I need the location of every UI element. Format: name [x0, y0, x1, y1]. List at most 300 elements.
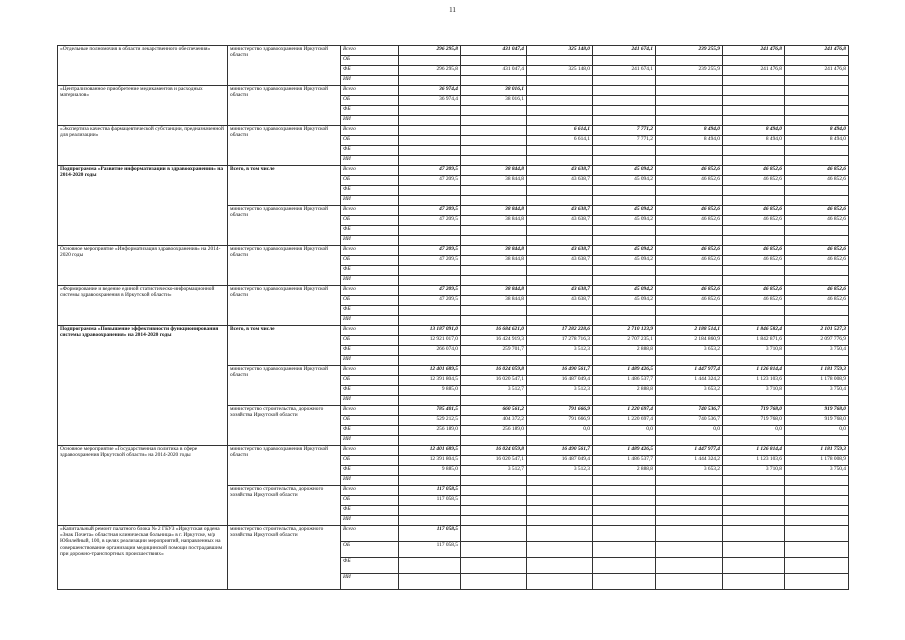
amount-cell	[461, 436, 527, 446]
amount-cell	[399, 436, 461, 446]
amount-cell: 239 255,9	[656, 46, 723, 56]
amount-cell	[656, 146, 723, 156]
amount-cell: 1 444 324,2	[656, 376, 723, 386]
amount-cell: 2 888,8	[593, 346, 656, 356]
amount-cell: 43 638,7	[527, 256, 593, 266]
amount-cell: 16 024 059,8	[461, 446, 527, 456]
amount-cell: 785 401,5	[399, 406, 461, 416]
amount-cell	[527, 574, 593, 590]
amount-cell	[723, 436, 785, 446]
amount-cell	[461, 106, 527, 116]
amount-cell: 3 512,7	[461, 466, 527, 476]
amount-cell	[399, 186, 461, 196]
amount-cell	[399, 396, 461, 406]
amount-cell: 3 750,4	[785, 386, 849, 396]
amount-cell	[593, 106, 656, 116]
amount-cell	[461, 146, 527, 156]
amount-cell: 17 278 716,3	[527, 336, 593, 346]
amount-cell: 431 047,4	[461, 66, 527, 76]
amount-cell	[461, 196, 527, 206]
amount-cell	[593, 396, 656, 406]
measure-name-cell: «Капитальный ремонт палатного блока № 2 ГБУЗ «Иркутская ордена «Знак Почета» областная клиническая больница» в г. Иркутске, м/р Юбилейный, 100, в целях реализации мероприятий, направленных на совершенствование организации медицинской помощи пострадавшим при дорожно-транспортных происшествиях»	[58, 526, 228, 590]
amount-cell: 46 852,6	[785, 296, 849, 306]
amount-cell: 6 614,1	[527, 136, 593, 146]
amount-cell	[723, 86, 785, 96]
funding-source-cell: ИИ	[341, 316, 399, 326]
amount-cell	[399, 558, 461, 574]
amount-cell: 47 209,5	[399, 166, 461, 176]
amount-cell	[461, 526, 527, 542]
amount-cell	[593, 542, 656, 558]
amount-cell: 266 074,0	[399, 346, 461, 356]
amount-cell	[461, 356, 527, 366]
amount-cell	[593, 226, 656, 236]
amount-cell: 241 476,8	[785, 66, 849, 76]
funding-source-cell: Всего	[341, 46, 399, 56]
funding-source-cell: ИИ	[341, 116, 399, 126]
amount-cell: 47 209,5	[399, 246, 461, 256]
amount-cell	[723, 356, 785, 366]
amount-cell	[593, 96, 656, 106]
amount-cell	[527, 96, 593, 106]
amount-cell: 8 494,0	[785, 126, 849, 136]
amount-cell: 1 181 759,3	[785, 446, 849, 456]
amount-cell: 1 220 697,4	[593, 416, 656, 426]
table-row	[58, 446, 849, 456]
amount-cell	[399, 356, 461, 366]
amount-cell	[399, 506, 461, 516]
amount-cell	[656, 316, 723, 326]
amount-cell	[461, 316, 527, 326]
amount-cell: 13 187 091,0	[399, 326, 461, 336]
amount-cell: 1 126 814,4	[723, 366, 785, 376]
funding-source-cell: ОБ	[341, 136, 399, 146]
amount-cell: 46 852,6	[785, 166, 849, 176]
amount-cell: 1 181 759,3	[785, 366, 849, 376]
amount-cell: 660 561,2	[461, 406, 527, 416]
amount-cell	[527, 56, 593, 66]
amount-cell: 1 846 582,4	[723, 326, 785, 336]
amount-cell: 9 885,0	[399, 386, 461, 396]
amount-cell	[527, 196, 593, 206]
amount-cell	[785, 106, 849, 116]
amount-cell: 2 888,8	[593, 466, 656, 476]
funding-source-cell: ОБ	[341, 256, 399, 266]
amount-cell: 404 372,2	[461, 416, 527, 426]
amount-cell: 2 184 860,9	[656, 336, 723, 346]
amount-cell: 3 512,3	[527, 346, 593, 356]
funding-source-cell: ИИ	[341, 574, 399, 590]
funding-source-cell: Всего	[341, 86, 399, 96]
amount-cell	[785, 526, 849, 542]
amount-cell: 46 852,6	[723, 296, 785, 306]
amount-cell: 43 638,7	[527, 246, 593, 256]
amount-cell: 3 512,7	[461, 386, 527, 396]
funding-source-cell: ОБ	[341, 542, 399, 558]
amount-cell	[527, 506, 593, 516]
amount-cell: 43 638,7	[527, 166, 593, 176]
funding-source-cell: ИИ	[341, 236, 399, 246]
amount-cell	[656, 476, 723, 486]
amount-cell: 1 489 426,5	[593, 366, 656, 376]
amount-cell: 3 512,3	[527, 386, 593, 396]
amount-cell: 2 188 514,1	[656, 326, 723, 336]
amount-cell	[656, 56, 723, 66]
amount-cell	[399, 516, 461, 526]
amount-cell	[785, 236, 849, 246]
amount-cell	[723, 486, 785, 496]
amount-cell: 241 674,1	[593, 46, 656, 56]
amount-cell	[593, 436, 656, 446]
amount-cell: 0,0	[656, 426, 723, 436]
amount-cell: 740 536,7	[656, 406, 723, 416]
executor-cell: министерство здравоохранения Иркутской области	[228, 286, 341, 326]
amount-cell: 16 487 049,4	[527, 376, 593, 386]
amount-cell	[399, 56, 461, 66]
amount-cell: 2 097 776,9	[785, 336, 849, 346]
measure-name-cell: «Формирование и ведение единой статистическо-информационной системы здравоохранения в Иркутской области»	[58, 286, 228, 326]
executor-cell: министерство строительства, дорожного хозяйства Иркутской области	[228, 486, 341, 526]
amount-cell	[593, 526, 656, 542]
amount-cell: 3 653,2	[656, 466, 723, 476]
amount-cell	[527, 236, 593, 246]
amount-cell	[785, 574, 849, 590]
amount-cell	[527, 226, 593, 236]
amount-cell	[527, 266, 593, 276]
amount-cell	[593, 156, 656, 166]
amount-cell: 1 178 008,9	[785, 376, 849, 386]
amount-cell	[461, 558, 527, 574]
amount-cell	[656, 542, 723, 558]
amount-cell	[723, 56, 785, 66]
amount-cell: 16 024 059,8	[461, 366, 527, 376]
table-row	[58, 166, 849, 176]
amount-cell: 38 844,8	[461, 176, 527, 186]
amount-cell	[461, 76, 527, 86]
executor-cell: министерство здравоохранения Иркутской области	[228, 446, 341, 486]
amount-cell	[656, 96, 723, 106]
funding-source-cell: Всего	[341, 206, 399, 216]
amount-cell: 46 852,6	[723, 256, 785, 266]
amount-cell: 3 750,4	[785, 346, 849, 356]
amount-cell	[785, 96, 849, 106]
amount-cell: 241 476,8	[723, 46, 785, 56]
amount-cell: 1 486 537,7	[593, 376, 656, 386]
amount-cell: 719 768,0	[723, 416, 785, 426]
amount-cell: 38 844,8	[461, 296, 527, 306]
amount-cell	[399, 136, 461, 146]
funding-source-cell: ОБ	[341, 56, 399, 66]
funding-source-cell: Всего	[341, 486, 399, 496]
amount-cell: 45 094,2	[593, 176, 656, 186]
amount-cell	[461, 542, 527, 558]
funding-source-cell: ОБ	[341, 176, 399, 186]
amount-cell	[527, 146, 593, 156]
amount-cell: 46 852,6	[656, 246, 723, 256]
amount-cell	[656, 266, 723, 276]
amount-cell	[593, 506, 656, 516]
amount-cell: 45 094,2	[593, 286, 656, 296]
amount-cell: 43 638,7	[527, 176, 593, 186]
amount-cell	[723, 558, 785, 574]
amount-cell: 43 638,7	[527, 296, 593, 306]
amount-cell	[593, 186, 656, 196]
amount-cell: 46 852,6	[723, 286, 785, 296]
amount-cell	[656, 496, 723, 506]
amount-cell: 1 444 324,2	[656, 456, 723, 466]
amount-cell	[785, 516, 849, 526]
funding-source-cell: Всего	[341, 406, 399, 416]
funding-source-cell: ИИ	[341, 76, 399, 86]
amount-cell	[461, 486, 527, 496]
funding-source-cell: ИИ	[341, 436, 399, 446]
page-number: 11	[449, 6, 456, 14]
amount-cell	[723, 96, 785, 106]
amount-cell: 45 094,2	[593, 216, 656, 226]
amount-cell: 8 494,0	[723, 136, 785, 146]
amount-cell	[593, 574, 656, 590]
table-row	[58, 86, 849, 96]
amount-cell	[461, 574, 527, 590]
amount-cell	[656, 436, 723, 446]
amount-cell: 529 212,5	[399, 416, 461, 426]
amount-cell: 46 852,6	[656, 286, 723, 296]
amount-cell	[656, 558, 723, 574]
amount-cell: 46 852,6	[785, 246, 849, 256]
funding-source-cell: Всего	[341, 166, 399, 176]
amount-cell: 8 494,0	[656, 126, 723, 136]
funding-source-cell: ФБ	[341, 66, 399, 76]
amount-cell	[656, 86, 723, 96]
amount-cell	[785, 186, 849, 196]
measure-name-cell: «Экспертиза качества фармацевтической субстанции, предназначенной для реализации»	[58, 126, 228, 166]
amount-cell	[723, 236, 785, 246]
amount-cell: 16 487 049,4	[527, 456, 593, 466]
amount-cell	[723, 574, 785, 590]
funding-source-cell: ИИ	[341, 476, 399, 486]
amount-cell	[656, 196, 723, 206]
amount-cell	[656, 156, 723, 166]
amount-cell: 46 852,6	[723, 166, 785, 176]
executor-cell: министерство здравоохранения Иркутской области	[228, 206, 341, 246]
amount-cell	[399, 196, 461, 206]
amount-cell	[593, 56, 656, 66]
executor-cell: министерство здравоохранения Иркутской области	[228, 86, 341, 126]
amount-cell	[785, 196, 849, 206]
amount-cell: 16 020 547,1	[461, 376, 527, 386]
executor-cell: Всего, в том числе	[228, 326, 341, 366]
amount-cell: 38 016,1	[461, 96, 527, 106]
amount-cell: 241 476,8	[785, 46, 849, 56]
amount-cell	[461, 516, 527, 526]
measure-name-cell: Основное мероприятие «Информатизация здравоохранения» на 2014-2020 годы	[58, 246, 228, 286]
amount-cell: 47 209,5	[399, 216, 461, 226]
amount-cell: 46 852,6	[656, 206, 723, 216]
funding-source-cell: ФБ	[341, 306, 399, 316]
funding-source-cell: ОБ	[341, 216, 399, 226]
amount-cell: 46 852,6	[785, 256, 849, 266]
amount-cell	[593, 116, 656, 126]
funding-source-cell: ФБ	[341, 146, 399, 156]
amount-cell	[593, 266, 656, 276]
amount-cell	[723, 116, 785, 126]
amount-cell	[723, 396, 785, 406]
amount-cell	[656, 76, 723, 86]
amount-cell: 46 852,6	[785, 286, 849, 296]
amount-cell	[656, 276, 723, 286]
amount-cell	[723, 226, 785, 236]
amount-cell	[399, 76, 461, 86]
amount-cell: 47 209,5	[399, 176, 461, 186]
funding-source-cell: Всего	[341, 526, 399, 542]
amount-cell: 16 020 547,1	[461, 456, 527, 466]
table-row	[58, 326, 849, 336]
amount-cell	[723, 76, 785, 86]
amount-cell	[723, 266, 785, 276]
amount-cell	[785, 396, 849, 406]
amount-cell: 259 701,7	[461, 346, 527, 356]
amount-cell: 38 016,1	[461, 86, 527, 96]
amount-cell: 46 852,6	[723, 206, 785, 216]
amount-cell: 8 494,0	[723, 126, 785, 136]
amount-cell	[593, 76, 656, 86]
amount-cell: 46 852,6	[656, 176, 723, 186]
amount-cell: 919 768,0	[785, 416, 849, 426]
amount-cell	[527, 156, 593, 166]
amount-cell: 3 653,2	[656, 386, 723, 396]
amount-cell	[656, 486, 723, 496]
amount-cell	[723, 146, 785, 156]
amount-cell	[461, 136, 527, 146]
amount-cell: 38 844,8	[461, 206, 527, 216]
amount-cell	[785, 558, 849, 574]
amount-cell: 16 490 561,7	[527, 366, 593, 376]
amount-cell: 46 852,6	[656, 216, 723, 226]
amount-cell: 7 771,2	[593, 136, 656, 146]
amount-cell: 47 209,5	[399, 296, 461, 306]
amount-cell	[399, 146, 461, 156]
amount-cell	[527, 76, 593, 86]
amount-cell: 38 844,8	[461, 246, 527, 256]
amount-cell: 740 536,7	[656, 416, 723, 426]
amount-cell	[527, 116, 593, 126]
amount-cell: 719 768,0	[723, 406, 785, 416]
amount-cell	[399, 226, 461, 236]
amount-cell: 431 047,4	[461, 46, 527, 56]
amount-cell	[785, 116, 849, 126]
amount-cell	[785, 316, 849, 326]
amount-cell: 46 852,6	[723, 246, 785, 256]
amount-cell: 38 844,8	[461, 216, 527, 226]
amount-cell: 1 178 008,9	[785, 456, 849, 466]
amount-cell	[723, 542, 785, 558]
table-row	[58, 126, 849, 136]
amount-cell	[785, 486, 849, 496]
amount-cell	[527, 436, 593, 446]
amount-cell	[656, 516, 723, 526]
amount-cell: 45 094,2	[593, 296, 656, 306]
amount-cell	[593, 516, 656, 526]
amount-cell: 325 148,0	[527, 66, 593, 76]
funding-source-cell: ФБ	[341, 346, 399, 356]
amount-cell	[399, 236, 461, 246]
amount-cell: 46 852,6	[656, 166, 723, 176]
amount-cell	[785, 542, 849, 558]
amount-cell	[461, 126, 527, 136]
amount-cell	[723, 526, 785, 542]
amount-cell: 12 391 804,5	[399, 376, 461, 386]
amount-cell	[461, 236, 527, 246]
amount-cell	[461, 116, 527, 126]
amount-cell: 12 401 689,5	[399, 366, 461, 376]
amount-cell: 241 674,1	[593, 66, 656, 76]
amount-cell: 117 058,5	[399, 542, 461, 558]
amount-cell	[656, 186, 723, 196]
amount-cell: 16 490 561,7	[527, 446, 593, 456]
amount-cell: 0,0	[593, 426, 656, 436]
funding-source-cell: ФБ	[341, 506, 399, 516]
amount-cell	[527, 396, 593, 406]
funding-source-cell: ИИ	[341, 356, 399, 366]
amount-cell	[399, 316, 461, 326]
funding-source-cell: ОБ	[341, 496, 399, 506]
amount-cell	[656, 116, 723, 126]
amount-cell: 12 921 017,0	[399, 336, 461, 346]
budget-table	[57, 45, 849, 590]
amount-cell: 256 189,0	[399, 426, 461, 436]
amount-cell	[461, 266, 527, 276]
amount-cell	[656, 396, 723, 406]
funding-source-cell: Всего	[341, 366, 399, 376]
amount-cell	[723, 186, 785, 196]
funding-source-cell: Всего	[341, 246, 399, 256]
amount-cell	[656, 526, 723, 542]
amount-cell: 46 852,6	[656, 256, 723, 266]
funding-source-cell: ОБ	[341, 416, 399, 426]
funding-source-cell: Всего	[341, 446, 399, 456]
amount-cell: 3 710,8	[723, 386, 785, 396]
amount-cell: 38 844,8	[461, 286, 527, 296]
amount-cell: 791 666,9	[527, 416, 593, 426]
amount-cell: 36 974,4	[399, 96, 461, 106]
funding-source-cell: ИИ	[341, 156, 399, 166]
amount-cell	[785, 476, 849, 486]
funding-source-cell: ИИ	[341, 276, 399, 286]
amount-cell	[656, 574, 723, 590]
amount-cell	[593, 236, 656, 246]
amount-cell	[461, 276, 527, 286]
amount-cell	[785, 436, 849, 446]
amount-cell: 791 666,9	[527, 406, 593, 416]
measure-name-cell: Подпрограмма «Повышение эффективности функционирования системы здравоохранения» на 2014-2020 годы	[58, 326, 228, 446]
amount-cell	[527, 276, 593, 286]
amount-cell: 2 888,8	[593, 386, 656, 396]
amount-cell: 38 844,8	[461, 256, 527, 266]
amount-cell	[723, 476, 785, 486]
amount-cell	[461, 506, 527, 516]
amount-cell	[399, 574, 461, 590]
amount-cell: 1 123 103,6	[723, 376, 785, 386]
amount-cell	[399, 106, 461, 116]
amount-cell	[461, 396, 527, 406]
table-row	[58, 286, 849, 296]
amount-cell: 43 638,7	[527, 286, 593, 296]
amount-cell: 45 094,2	[593, 166, 656, 176]
funding-source-cell: Всего	[341, 286, 399, 296]
amount-cell: 3 750,4	[785, 466, 849, 476]
table-row	[58, 246, 849, 256]
amount-cell	[593, 476, 656, 486]
